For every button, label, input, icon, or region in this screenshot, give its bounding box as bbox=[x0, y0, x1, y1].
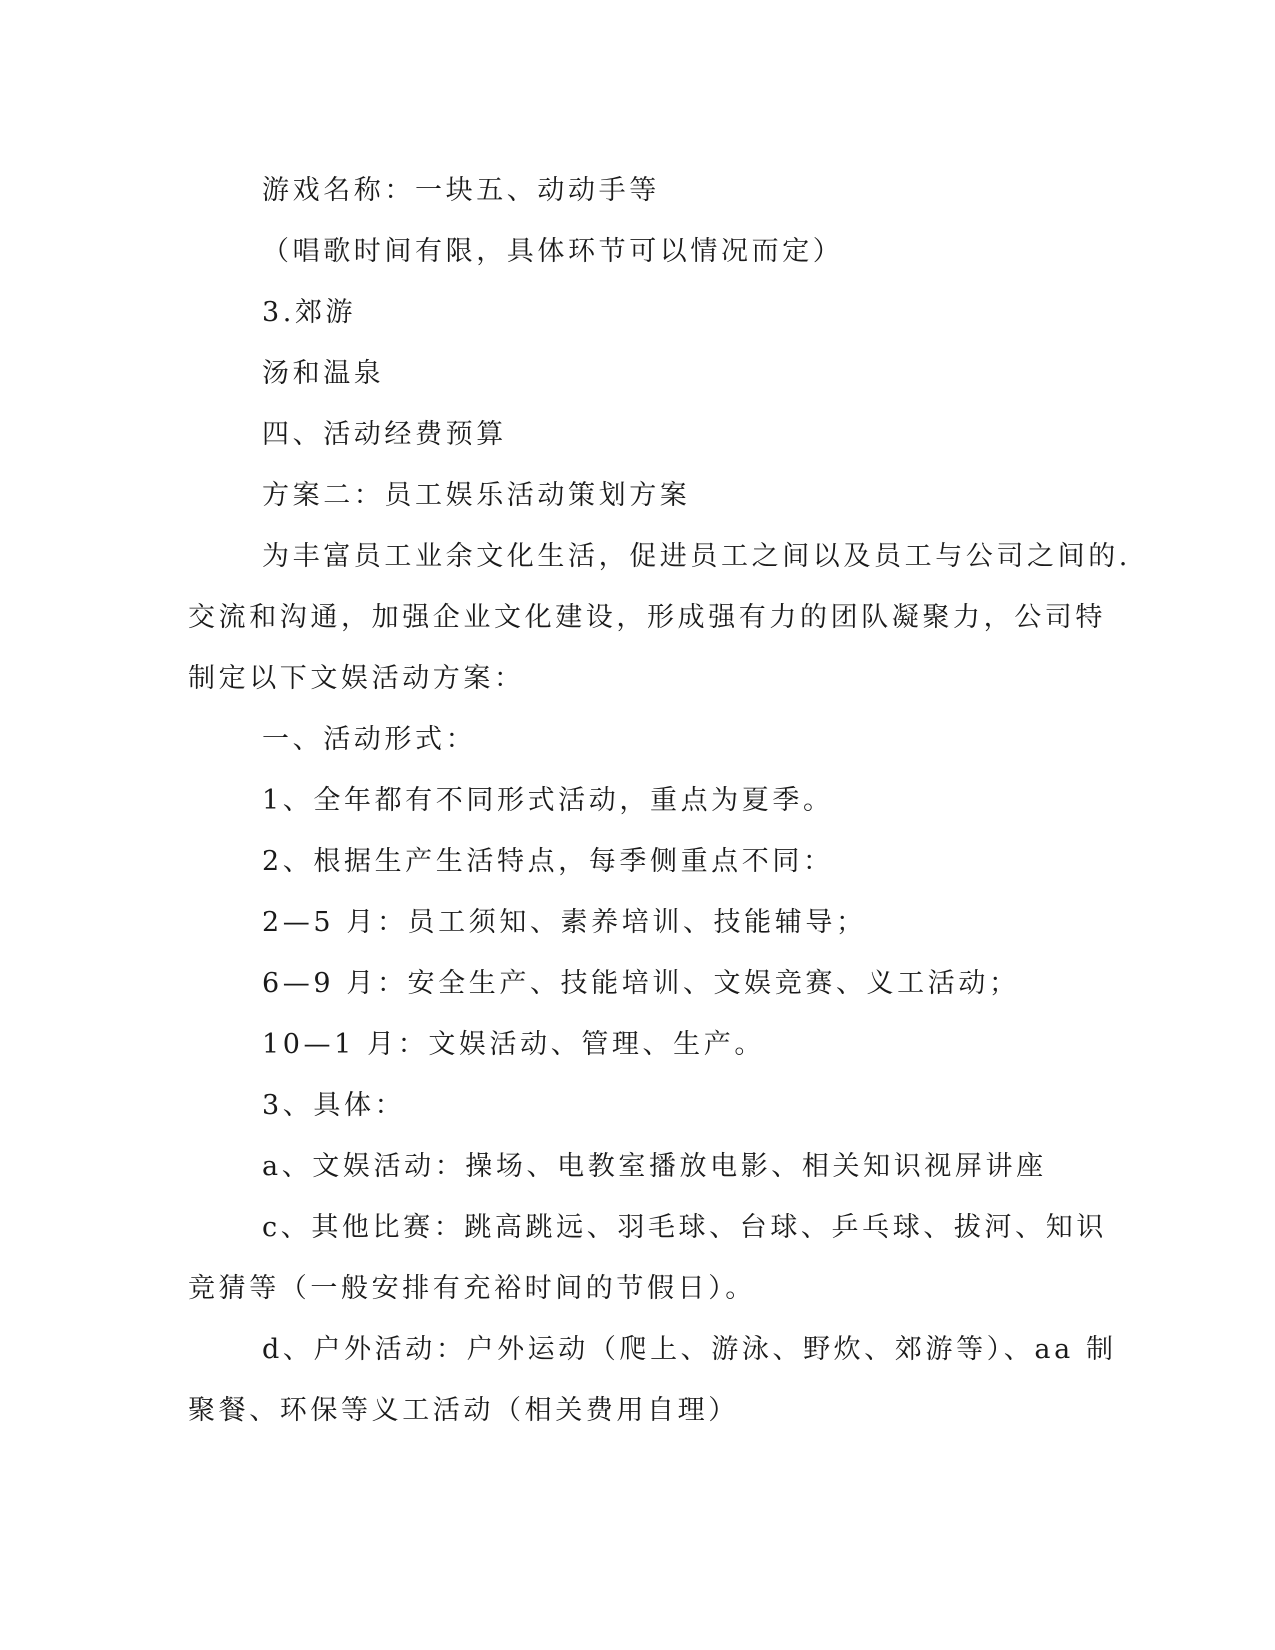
activity-form-heading: 一、活动形式： bbox=[262, 724, 477, 755]
budget-heading: 四、活动经费预算 bbox=[262, 419, 507, 450]
schedule-oct-jan: 10—1 月：文娱活动、管理、生产。 bbox=[262, 1029, 765, 1060]
intro-paragraph-line-1: 为丰富员工业余文化生活，促进员工之间以及员工与公司之间的. bbox=[262, 541, 1131, 572]
hot-spring-line: 汤和温泉 bbox=[262, 358, 385, 389]
sub-item-c-line-1: c、其他比赛：跳高跳远、羽毛球、台球、乒乓球、拔河、知识 bbox=[262, 1212, 1107, 1243]
schedule-jun-sep: 6—9 月：安全生产、技能培训、文娱竞赛、义工活动； bbox=[262, 968, 1020, 999]
document-body bbox=[188, 160, 1131, 1441]
sub-item-d-line-2: 聚餐、环保等义工活动（相关费用自理） bbox=[188, 1395, 739, 1426]
sub-item-c-line-2: 竞猜等（一般安排有充裕时间的节假日）。 bbox=[188, 1273, 756, 1304]
singing-note-line: （唱歌时间有限，具体环节可以情况而定） bbox=[262, 236, 844, 267]
list-item-1: 1、全年都有不同形式活动，重点为夏季。 bbox=[262, 785, 834, 816]
intro-paragraph-line-3: 制定以下文娱活动方案： bbox=[188, 663, 525, 694]
intro-paragraph-line-2: 交流和沟通，加强企业文化建设，形成强有力的团队凝聚力，公司特 bbox=[188, 602, 1106, 633]
plan-two-title: 方案二：员工娱乐活动策划方案 bbox=[262, 480, 691, 511]
sub-item-a: a、文娱活动：操场、电教室播放电影、相关知识视屏讲座 bbox=[262, 1151, 1047, 1182]
list-item-2: 2、根据生产生活特点，每季侧重点不同： bbox=[262, 846, 834, 877]
outing-heading: 3.郊游 bbox=[262, 297, 357, 328]
game-name-line: 游戏名称：一块五、动动手等 bbox=[262, 175, 660, 206]
sub-item-d-line-1: d、户外活动：户外运动（爬上、游泳、野炊、郊游等）、aa 制 bbox=[262, 1334, 1117, 1365]
schedule-feb-may: 2—5 月：员工须知、素养培训、技能辅导； bbox=[262, 907, 867, 938]
list-item-3: 3、具体： bbox=[262, 1090, 406, 1121]
